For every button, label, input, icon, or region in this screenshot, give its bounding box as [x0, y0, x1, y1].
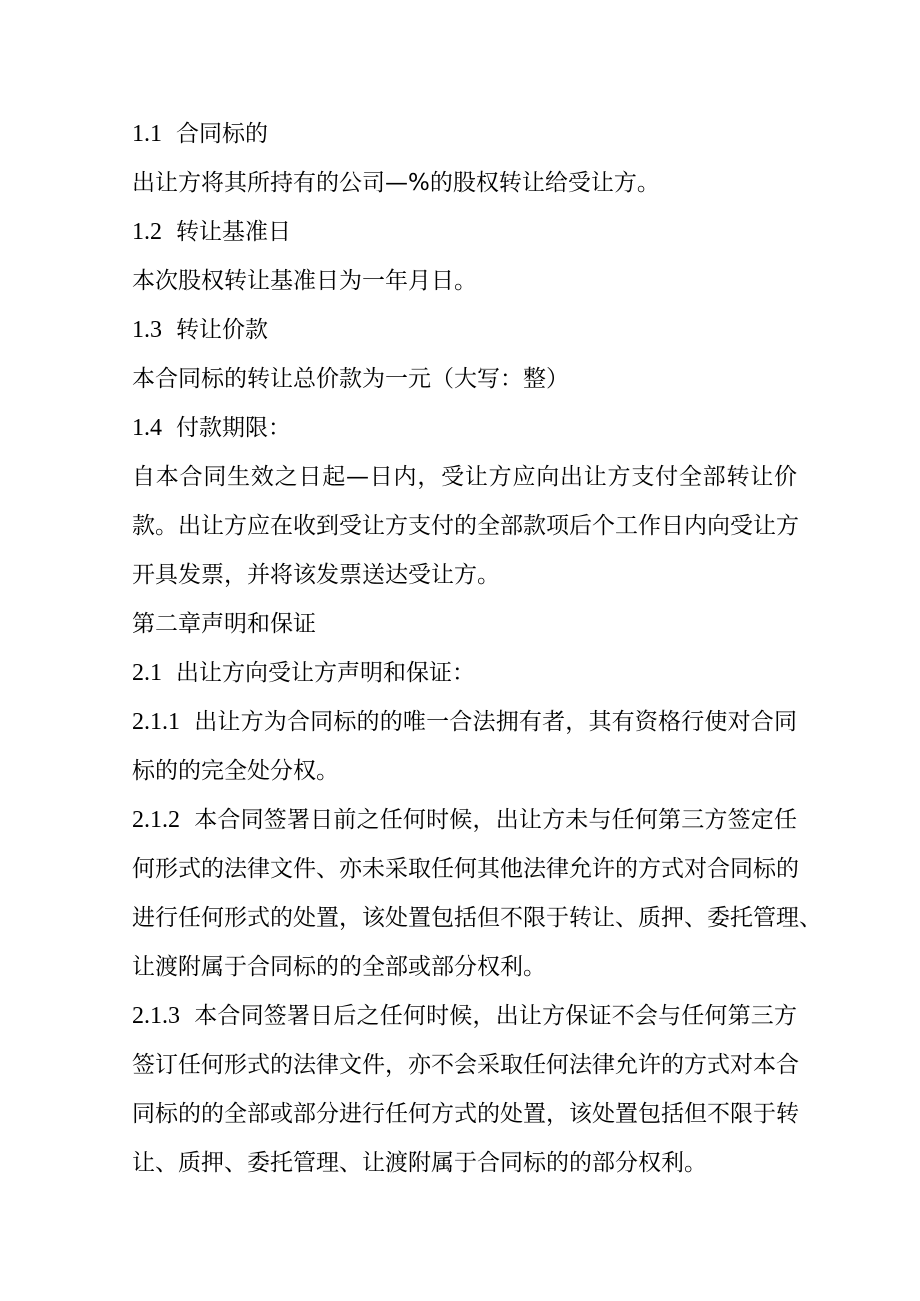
paragraph-text: 让、质押、委托管理、让渡附属于合同标的的部分权利。 [132, 1150, 707, 1176]
section-number: 2.1 [132, 660, 162, 686]
paragraph-text: 何形式的法律文件、亦未采取任何其他法律允许的方式对合同标的 [132, 856, 799, 882]
document-body [132, 110, 822, 1188]
clause-line [132, 698, 797, 747]
paragraph-line [132, 551, 797, 600]
section-number: 1.4 [132, 415, 162, 441]
section-title: 出让方向受让方声明和保证： [176, 660, 475, 686]
paragraph-line [132, 845, 797, 894]
chapter-title: 第二章声明和保证 [132, 611, 316, 637]
clause-text: 本合同签署日前之任何时候，出让方未与任何第三方签定任 [194, 807, 797, 833]
paragraph-text: 签订任何形式的法律文件，亦不会采取任何法律允许的方式对本合 [132, 1052, 799, 1078]
paragraph-text: 开具发票，并将该发票送达受让方。 [132, 562, 500, 588]
section-number: 1.1 [132, 121, 162, 147]
paragraph-line [132, 355, 797, 404]
clause-line [132, 992, 797, 1041]
section-number: 1.2 [132, 219, 162, 245]
clause-text: 出让方为合同标的的唯一合法拥有者，其有资格行使对合同 [194, 709, 797, 735]
paragraph-text: 让渡附属于合同标的的全部或部分权利。 [132, 954, 546, 980]
paragraph-line [132, 453, 797, 502]
clause-number: 2.1.2 [132, 807, 180, 833]
chapter-heading [132, 600, 797, 649]
paragraph-line [132, 159, 797, 208]
paragraph-text: 出让方将其所持有的公司—%的股权转让给受让方。 [132, 170, 660, 196]
section-heading [132, 649, 797, 698]
paragraph-line [132, 1090, 797, 1139]
paragraph-line [132, 894, 822, 943]
section-title: 合同标的 [176, 121, 268, 147]
paragraph-line [132, 747, 797, 796]
section-title: 转让基准日 [176, 219, 291, 245]
clause-line [132, 796, 797, 845]
section-heading [132, 306, 797, 355]
paragraph-text: 进行任何形式的处置，该处置包括但不限于转让、质押、委托管理、 [132, 905, 822, 931]
paragraph-text: 同标的的全部或部分进行任何方式的处置，该处置包括但不限于转 [132, 1101, 799, 1127]
paragraph-text: 本次股权转让基准日为一年月日。 [132, 268, 477, 294]
section-heading [132, 208, 797, 257]
clause-number: 2.1.1 [132, 709, 180, 735]
paragraph-text: 标的的完全处分权。 [132, 758, 339, 784]
section-heading [132, 110, 797, 159]
paragraph-line [132, 1041, 797, 1090]
paragraph-text: 款。出让方应在收到受让方支付的全部款项后个工作日内向受让方 [132, 513, 799, 539]
paragraph-text: 自本合同生效之日起—日内，受让方应向出让方支付全部转让价 [132, 464, 797, 490]
paragraph-line [132, 257, 797, 306]
clause-text: 本合同签署日后之任何时候，出让方保证不会与任何第三方 [194, 1003, 797, 1029]
section-title: 转让价款 [176, 317, 268, 343]
section-heading [132, 404, 797, 453]
section-number: 1.3 [132, 317, 162, 343]
clause-number: 2.1.3 [132, 1003, 180, 1029]
paragraph-line [132, 943, 797, 992]
paragraph-text: 本合同标的转让总价款为一元（大写：整） [132, 366, 569, 392]
paragraph-line [132, 502, 797, 551]
section-title: 付款期限： [176, 415, 291, 441]
paragraph-line [132, 1139, 797, 1188]
